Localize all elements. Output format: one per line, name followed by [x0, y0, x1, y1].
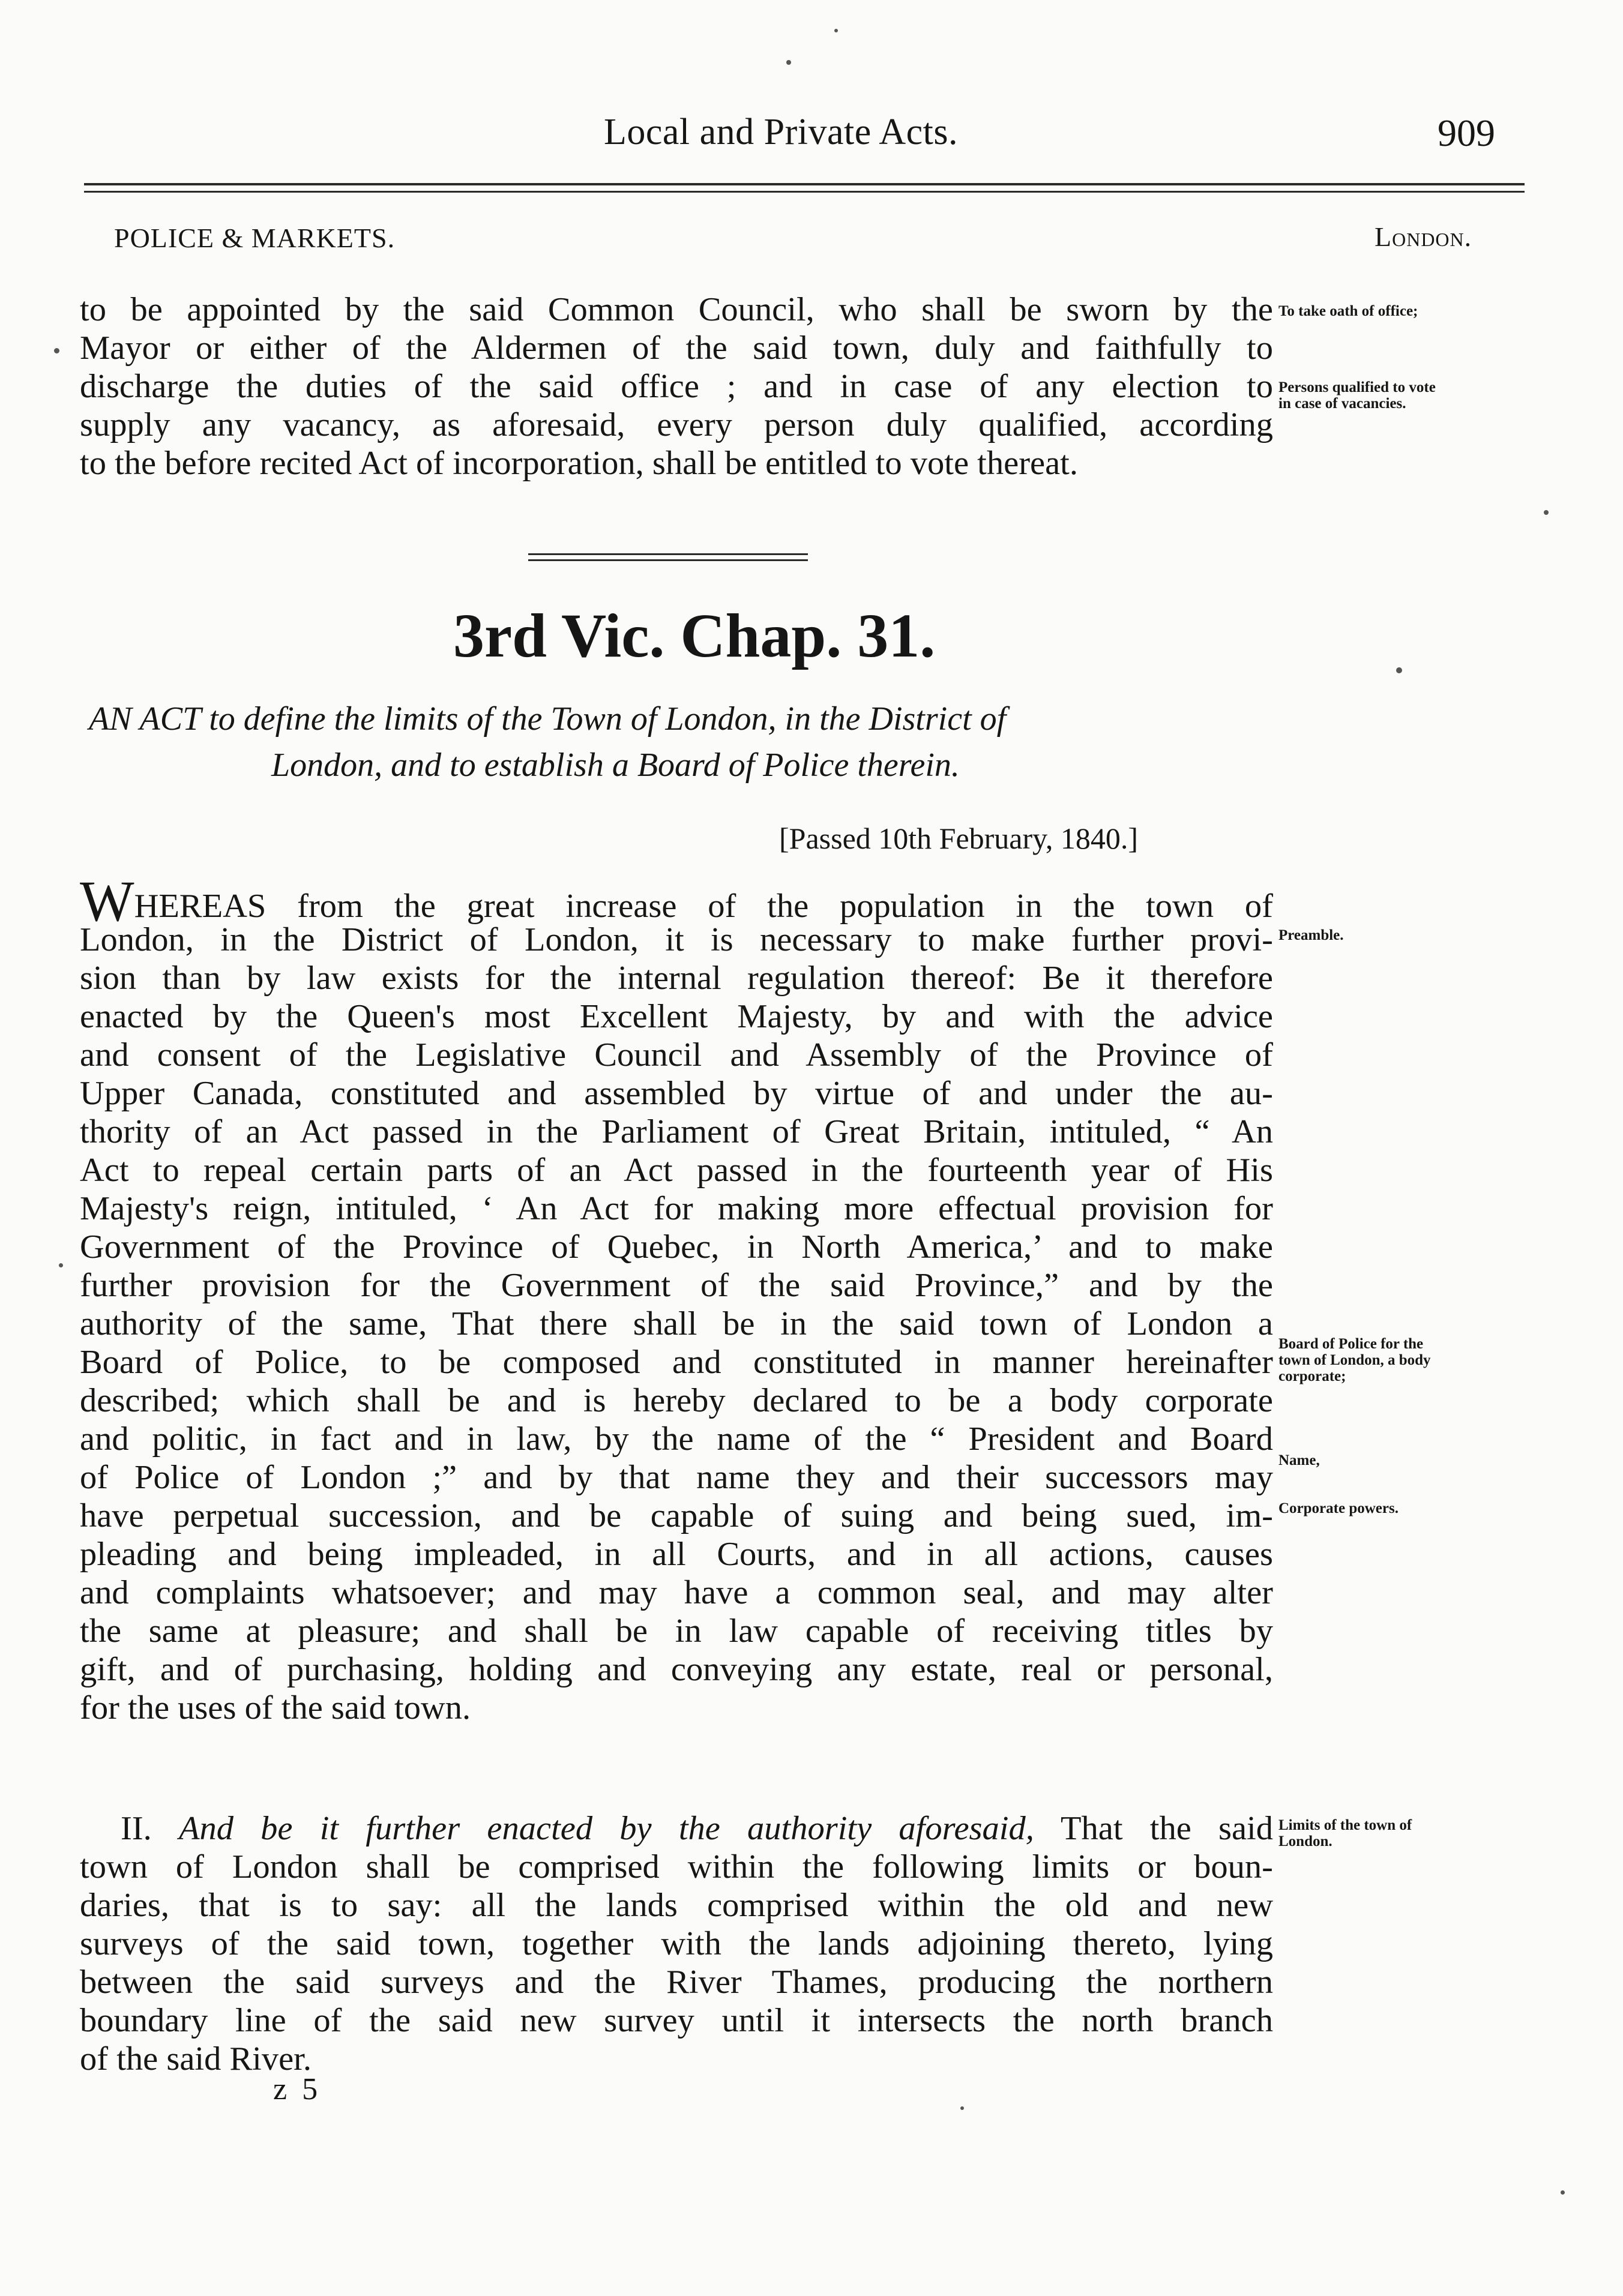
scan-speck — [960, 2106, 964, 2110]
text-line: sion than by law exists for the internal regulation thereof: Be it therefore — [80, 960, 1273, 997]
signature-mark: z 5 — [273, 2072, 322, 2106]
text-line: Board of Police, to be composed and constituted in manner hereinafter — [80, 1344, 1273, 1381]
text-line: to the before recited Act of incorporation, shall be entitled to vote thereat. — [80, 445, 1078, 482]
text-line: gift, and of purchasing, holding and conveying any estate, real or personal, — [80, 1651, 1273, 1688]
header-rule-top — [84, 183, 1525, 185]
running-head-left: POLICE & MARKETS. — [114, 223, 396, 253]
running-head-right: London. — [1375, 221, 1472, 252]
text-line: and complaints whatsoever; and may have a common seal, and may alter — [80, 1574, 1273, 1611]
text-line: to be appointed by the said Common Council, who shall be sworn by the — [80, 291, 1273, 328]
text-line: have perpetual succession, and be capable of suing and being sued, im- — [80, 1497, 1273, 1534]
scan-speck — [1396, 667, 1402, 673]
margin-note-qualified-1: Persons qualified to vote — [1278, 379, 1436, 395]
margin-note-corporate-powers: Corporate powers. — [1278, 1500, 1399, 1516]
drop-cap: W — [80, 869, 134, 933]
text-line: between the said surveys and the River Thames, producing the northern — [80, 1964, 1273, 2001]
text-line: Majesty's reign, intituled, ‘ An Act for making more effectual provision for — [80, 1190, 1273, 1227]
scan-speck — [834, 29, 838, 32]
text-line: and politic, in fact and in law, by the name of the “ President and Board — [80, 1420, 1273, 1458]
preamble-paragraph — [80, 869, 1273, 1727]
text-line-first — [80, 1809, 1273, 1848]
text-line: authority of the same, That there shall be in the said town of London a — [80, 1305, 1273, 1342]
text-line: daries, that is to say: all the lands comprised within the old and new — [80, 1887, 1273, 1924]
scan-speck — [1561, 2190, 1565, 2195]
text-line: surveys of the said town, together with the lands adjoining thereto, lying — [80, 1925, 1273, 1962]
margin-note-limits-2: London. — [1278, 1833, 1332, 1850]
text-line: of Police of London ;” and by that name they and their successors may — [80, 1459, 1273, 1496]
text-line: enacted by the Queen's most Excellent Majesty, by and with the advice — [80, 998, 1273, 1035]
text-line: for the uses of the said town. — [80, 1689, 471, 1727]
chapter-title-text: 3rd Vic. Chap. 31. — [453, 601, 936, 670]
scan-speck — [59, 1263, 63, 1267]
margin-note-name: Name, — [1278, 1452, 1320, 1468]
scan-speck — [786, 60, 791, 65]
text-line: pleading and being impleaded, in all Courts, and in all actions, causes — [80, 1536, 1273, 1573]
text-line: Upper Canada, constituted and assembled by virtue of and under the au- — [80, 1075, 1273, 1112]
margin-note-board-3: corporate; — [1278, 1368, 1346, 1384]
scan-speck — [54, 348, 59, 353]
text-line: discharge the duties of the said office ; and in case of any election to — [80, 368, 1273, 405]
text-line: of the said River. — [80, 2040, 312, 2078]
text-line: town of London shall be comprised within the following limits or boun- — [80, 1848, 1273, 1886]
page-number: 909 — [1438, 112, 1495, 154]
page-header-title: Local and Private Acts. — [604, 112, 958, 152]
text-line: Government of the Province of Quebec, in North America,’ and to make — [80, 1228, 1273, 1266]
scan-speck — [1544, 510, 1549, 515]
act-title-line-1: AN ACT to define the limits of the Town of London, in the District of — [89, 700, 1007, 738]
text-line: boundary line of the said new survey until it intersects the north branch — [80, 2002, 1273, 2039]
divider-rule-bottom — [528, 559, 808, 561]
passed-date: [Passed 10th February, 1840.] — [779, 822, 1139, 855]
margin-note-oath: To take oath of office; — [1278, 303, 1418, 319]
text-line-first — [80, 869, 1273, 933]
first-line-text: HEREAS from the great increase of the population in the town of — [134, 888, 1273, 925]
text-line: supply any vacancy, as aforesaid, every person duly qualified, according — [80, 406, 1273, 443]
margin-note-qualified-2: in case of vacancies. — [1278, 395, 1406, 412]
divider-rule-top — [528, 553, 808, 555]
text-line: further provision for the Government of the said Province,” and by the — [80, 1267, 1273, 1304]
section-number: II. — [121, 1810, 152, 1847]
act-title-line-2: London, and to establish a Board of Police therein. — [271, 747, 960, 784]
header-rule-bottom — [84, 191, 1525, 193]
text-line: and consent of the Legislative Council and Assembly of the Province of — [80, 1036, 1273, 1074]
text-line: Act to repeal certain parts of an Act passed in the fourteenth year of His — [80, 1152, 1273, 1189]
text-line: thority of an Act passed in the Parliament of Great Britain, intituled, “ An — [80, 1113, 1273, 1150]
opening-paragraph — [80, 290, 1273, 482]
enacting-clause: And be it further enacted by the authority aforesaid, — [178, 1810, 1034, 1847]
margin-note-limits-1: Limits of the town of — [1278, 1817, 1412, 1833]
margin-note-preamble: Preamble. — [1278, 927, 1344, 943]
margin-note-board-2: town of London, a body — [1278, 1352, 1431, 1368]
section-two-paragraph — [80, 1809, 1273, 2078]
margin-note-board-1: Board of Police for the — [1278, 1336, 1424, 1352]
first-line-text: That the said — [1061, 1810, 1274, 1847]
text-line: London, in the District of London, it is necessary to make further provi- — [80, 921, 1273, 958]
text-line: Mayor or either of the Aldermen of the said town, duly and faithfully to — [80, 329, 1273, 367]
text-line: described; which shall be and is hereby declared to be a body corporate — [80, 1382, 1273, 1419]
text-line: the same at pleasure; and shall be in law capable of receiving titles by — [80, 1612, 1273, 1650]
